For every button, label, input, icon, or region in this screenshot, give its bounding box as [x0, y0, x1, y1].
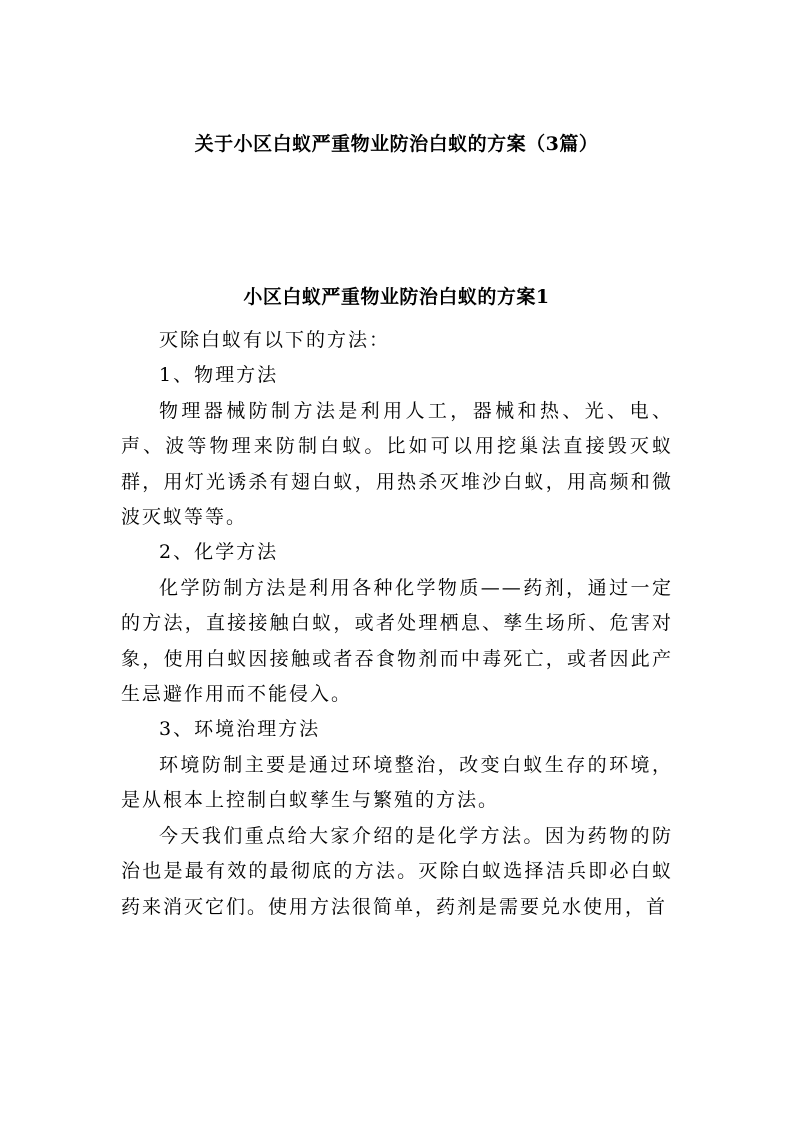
paragraph-heading-physical: 1、物理方法 [159, 364, 279, 387]
document-title: 关于小区白蚁严重物业防治白蚁的方案（3篇） [194, 133, 599, 155]
paragraph-chemical-method: 化学防制方法是利用各种化学物质——药剂，通过一定的方法，直接接触白蚁，或者处理栖息、孳生场所、危害对象，使用白蚁因接触或者吞食物剂而中毒死亡，或者因此产生忌避作用而不能侵入。 [121, 576, 673, 706]
paragraph-chemical-detail: 今天我们重点给大家介绍的是化学方法。因为药物的防治也是最有效的最彻底的方法。灭除白蚁选择洁兵即必白蚁药来消灭它们。使用方法很简单，药剂是需要兑水使用，首 [121, 824, 673, 918]
paragraph-physical-method: 物理器械防制方法是利用人工，器械和热、光、电、声、波等物理来防制白蚁。比如可以用挖巢法直接毁灭蚁群，用灯光诱杀有翅白蚁，用热杀灭堆沙白蚁，用高频和微波灭蚁等等。 [121, 399, 673, 529]
document-body [121, 323, 673, 925]
section-heading: 小区白蚁严重物业防治白蚁的方案1 [243, 286, 550, 308]
paragraph-heading-chemical: 2、化学方法 [159, 541, 279, 564]
paragraph-environment-method: 环境防制主要是通过环境整治，改变白蚁生存的环境，是从根本上控制白蚁孳生与繁殖的方法。 [121, 753, 673, 812]
paragraph-intro: 灭除白蚁有以下的方法： [159, 329, 391, 351]
paragraph-heading-environment: 3、环境治理方法 [159, 718, 321, 741]
